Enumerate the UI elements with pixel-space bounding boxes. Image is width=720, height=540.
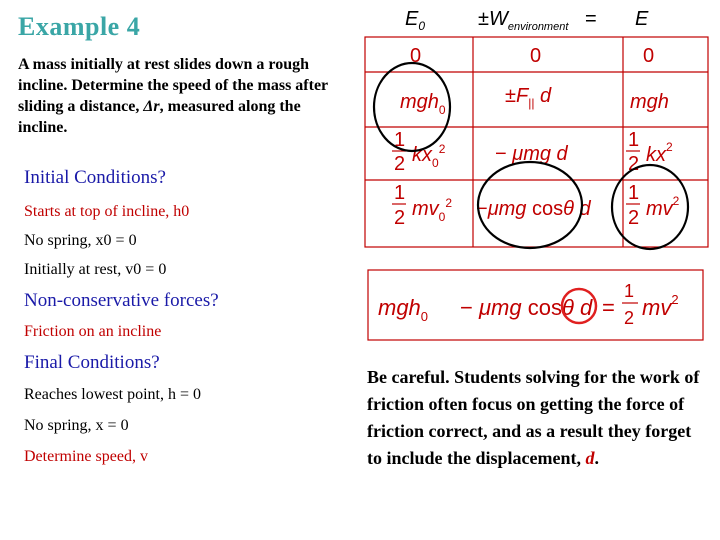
friction-term-2: −μmg cosθ d [476,198,591,220]
problem-text-end: , measured along the incline. [18,98,301,136]
svg-text:1: 1 [624,281,635,301]
mgh0-term: mgh$_0$ [400,91,446,117]
final-item-height: Reaches lowest point, h = 0 [24,386,201,403]
mv0-term: $mv_0^2$ [412,196,453,224]
svg-text:mgh0: mgh$_0$ [378,295,429,324]
svg-text:2: 2 [624,308,635,328]
half-numerator: 1 [394,129,406,151]
note-text: Be careful. Students solving for the work of friction often focus on getting the force of friction correct, and as a result they forget to include the displacement, [367,367,700,468]
delta-r-symbol: Δr [143,98,160,115]
kx0-term: $kx_0^2$ [412,142,446,170]
force-term: $\pm F_{||}$ d [505,85,552,110]
svg-text:mv2: $mv^2$ [642,292,679,320]
table-header [405,8,649,33]
svg-text:2: 2 [628,153,640,175]
initial-item-rest: Initially at rest, v0 = 0 [24,261,167,278]
svg-text:1: 1 [628,182,640,204]
mv-term: $mv^2$ [646,194,680,220]
kx-term: $kx^2$ [646,140,673,166]
mgh-term: mgh [630,91,669,113]
friction-term-1: − μmg d [495,143,568,165]
initial-conditions-heading: Initial Conditions? [24,167,166,188]
final-equation [378,281,679,328]
svg-text:2: 2 [394,207,406,229]
final-item-spring: No spring, x = 0 [24,417,129,434]
svg-text:=: = [602,295,615,320]
initial-item-height-text: Starts at top of incline, h0 [24,203,190,220]
svg-text:1: 1 [394,182,406,204]
nonconservative-heading: Non-conservative forces? [24,290,219,311]
zero-cell: 0 [643,45,655,67]
header-e0: $E_0$ [405,8,426,33]
zero-cell: 0 [530,45,542,67]
note-end: . [594,448,599,468]
energy-table [360,0,715,350]
final-conditions-heading: Final Conditions? [24,352,160,373]
svg-text:2: 2 [628,207,640,229]
header-e: E [635,8,649,30]
note-symbol-d: d [585,448,595,468]
final-item-speed: Determine speed, v [24,448,148,465]
caution-note [367,364,707,472]
zero-cell: 0 [410,45,422,67]
svg-text:− μmg cosθ d: − μmg cosθ d [460,295,593,320]
slide-title: Example 4 [18,12,141,41]
initial-item-height [24,203,189,221]
half-denominator: 2 [394,153,406,175]
header-work: $\pm W_{environment}$ [478,8,569,33]
svg-text:1: 1 [628,129,640,151]
problem-statement [18,54,348,138]
header-equals: = [585,8,597,30]
initial-item-spring: No spring, x0 = 0 [24,232,137,249]
nonconservative-item-friction: Friction on an incline [24,323,162,340]
problem-text: A mass initially at rest slides down a rough incline. Determine the speed of the mass after sliding a distance, [18,56,328,115]
